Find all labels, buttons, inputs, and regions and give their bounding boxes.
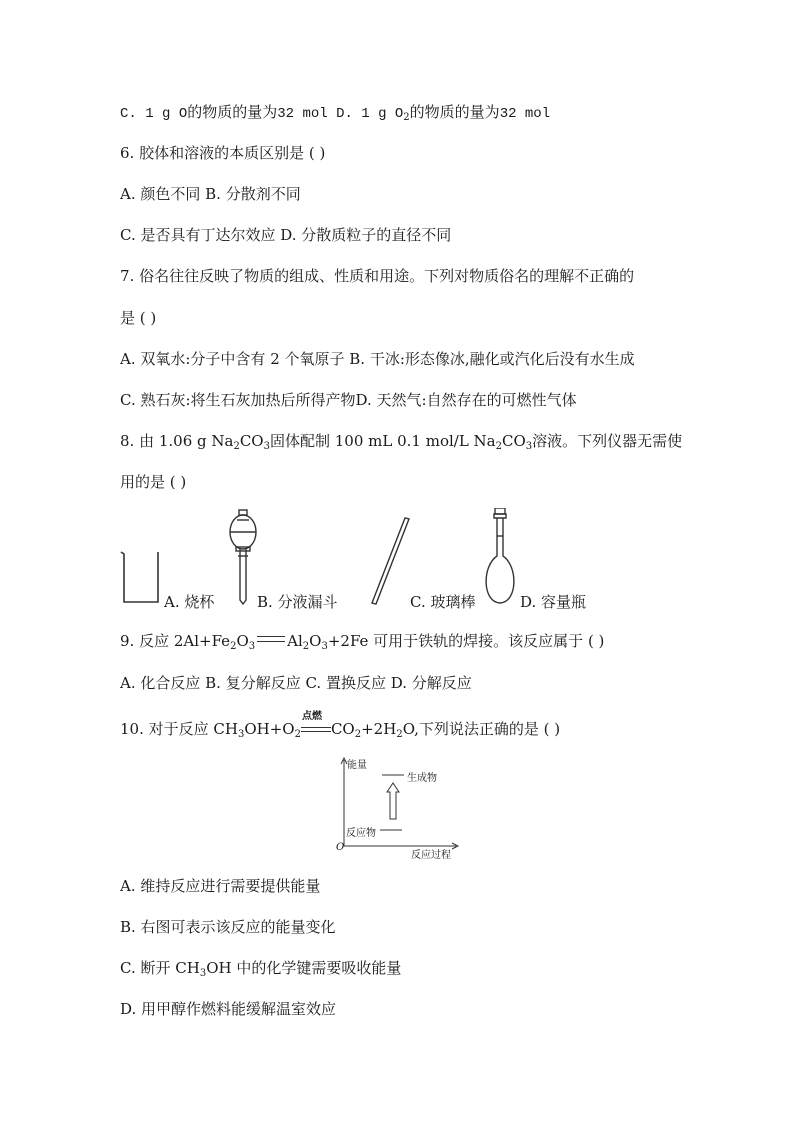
q7-options-cd: C. 熟石灰:将生石灰加热后所得产物D. 天然气:自然存在的可燃性气体 [120,391,577,409]
q10-option-b: B. 右图可表示该反应的能量变化 [120,918,336,936]
q8-option-c: C. 玻璃棒 [410,593,476,611]
reactant-label: 反应物 [346,828,376,839]
separatory-funnel-icon [230,510,256,604]
q8-stem: 8. 由 1.06 g $Na_2CO_3$固体配制 100 mL 0.1 mol/L $Na_2CO_3$溶液。下列仪器无需使 [120,432,683,452]
reaction-condition [301,711,331,739]
q7-stem: 7. 俗名往往反映了物质的组成、性质和用途。下列对物质俗名的理解不正确的 [120,267,635,285]
condition-label: 点燃 [301,711,322,722]
q10-option-d: D. 用甲醇作燃料能缓解温室效应 [120,1000,337,1018]
q7-options-ab: A. 双氧水:分子中含有 2 个氧原子 B. 干冰:形态像冰,融化或汽化后没有水生成 [120,350,635,368]
origin-label: O [336,842,345,853]
q6-stem: 6. 胶体和溶液的本质区别是 ( ) [120,144,326,162]
q9-options: A. 化合反应 B. 复分解反应 C. 置换反应 D. 分解反应 [120,674,472,692]
q8-stem-cont: 用的是 ( ) [120,473,187,491]
y-axis-label: 能量 [347,760,367,771]
q8-option-d: D. 容量瓶 [520,593,587,611]
q8-option-b: B. 分液漏斗 [257,593,338,611]
volumetric-flask-icon [486,508,514,603]
q8-option-a: A. 烧杯 [164,593,215,611]
q6-options-ab: A. 颜色不同 B. 分散剂不同 [120,185,301,203]
beaker-icon [121,552,158,602]
q5-options-cd: C. 1 g O的物质的量为32 mol D. 1 g $O_2$的物质的量为32 mol [120,103,551,123]
x-axis-label: 反应过程 [411,850,451,861]
q10-option-c: C. 断开 $CH_3OH$ 中的化学键需要吸收能量 [120,959,402,979]
q7-stem-cont: 是 ( ) [120,309,157,327]
glass-rod-icon [372,518,409,604]
q6-options-cd: C. 是否具有丁达尔效应 D. 分散质粒子的直径不同 [120,226,452,244]
product-label: 生成物 [407,773,437,784]
q10-stem: 10. 对于反应 $CH_3OH+O_2$ 点燃 $CO_2+2H_2O$,下列说法正确的是 ( ) [120,719,560,745]
q9-stem: 9. 反应 $2Al+Fe_2O_3$ $Al_2O_3+2Fe$ 可用于铁轨的焊接。该反应属于 ( ) [120,632,605,652]
up-arrow-icon [387,783,399,819]
reaction-double-line [257,636,285,642]
q10-option-a: A. 维持反应进行需要提供能量 [120,877,321,895]
